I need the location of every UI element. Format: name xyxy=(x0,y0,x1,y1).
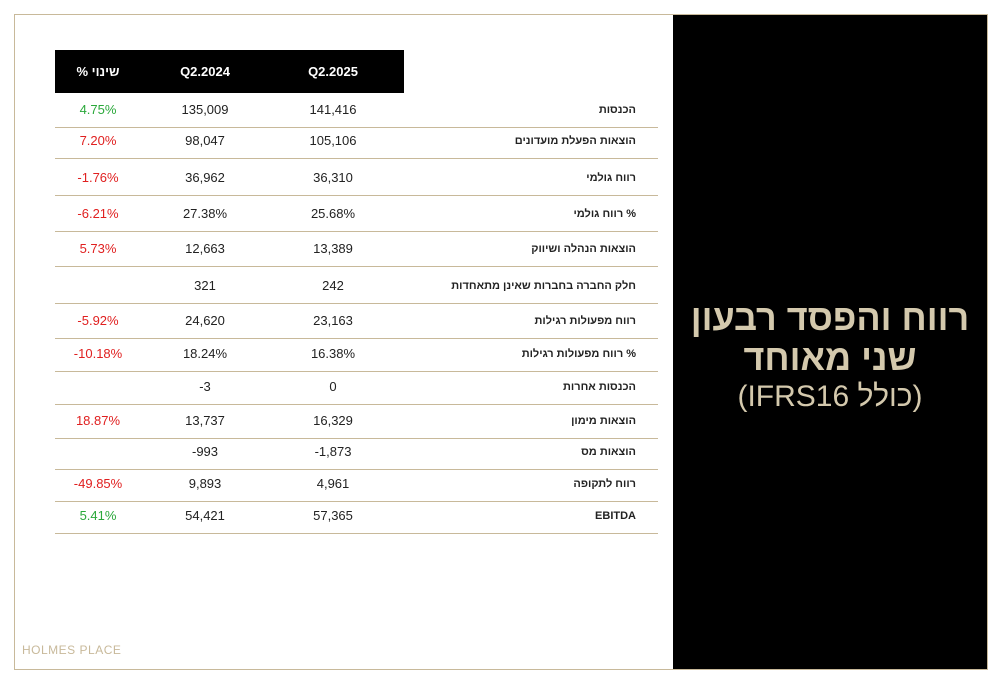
cell-prev: 27.38% xyxy=(182,206,228,221)
title-line-1: רווח והפסד רבעון xyxy=(690,297,970,338)
row-label: % רווח מפעולות רגילות xyxy=(521,348,636,360)
cell-cur: 23,163 xyxy=(313,313,353,328)
cell-change: 4.75% xyxy=(79,102,117,117)
cell-cur: 4,961 xyxy=(316,476,350,491)
cell-change: -49.85% xyxy=(73,476,123,491)
table-row xyxy=(55,93,658,128)
cell-prev: 13,737 xyxy=(185,413,225,428)
row-label: % רווח גולמי xyxy=(573,208,636,220)
cell-cur: 141,416 xyxy=(309,102,357,117)
row-label: רווח לתקופה xyxy=(573,478,636,490)
header-prev: Q2.2024 xyxy=(180,64,230,79)
table-header xyxy=(55,50,404,93)
cell-cur: -1,873 xyxy=(314,444,352,459)
cell-cur: 57,365 xyxy=(313,508,353,523)
cell-prev: 98,047 xyxy=(185,133,225,148)
table-row xyxy=(55,370,658,405)
row-label: הוצאות הנהלה ושיווק xyxy=(531,243,636,255)
cell-change: 7.20% xyxy=(79,133,117,148)
table-row xyxy=(55,404,658,439)
row-label: חלק החברה בחברות שאינן מתאחדות xyxy=(451,280,636,292)
cell-prev: 321 xyxy=(194,278,216,293)
cell-cur: 36,310 xyxy=(313,170,353,185)
row-label: הוצאות מימון xyxy=(571,415,636,427)
row-label: הכנסות אחרות xyxy=(563,381,636,393)
cell-prev: 24,620 xyxy=(185,313,225,328)
cell-prev: 36,962 xyxy=(185,170,225,185)
header-change: % שינוי xyxy=(76,64,120,79)
title-panel xyxy=(673,15,987,669)
table-row xyxy=(55,124,658,159)
cell-prev: 12,663 xyxy=(185,241,225,256)
row-label: הכנסות xyxy=(598,104,636,116)
cell-change: -5.92% xyxy=(77,313,119,328)
cell-cur: 0 xyxy=(329,379,337,394)
row-label: EBITDA xyxy=(595,510,636,522)
cell-cur: 242 xyxy=(322,278,344,293)
cell-change: -1.76% xyxy=(77,170,119,185)
header-cur: Q2.2025 xyxy=(308,64,358,79)
table-row xyxy=(55,337,658,372)
title-line-2: שני מאוחד xyxy=(743,337,917,378)
table-row xyxy=(55,467,658,502)
table-row xyxy=(55,197,658,232)
slide-title xyxy=(673,298,987,416)
row-label: הוצאות הפעלת מועדונים xyxy=(514,135,636,147)
cell-cur: 105,106 xyxy=(309,133,357,148)
cell-prev: 9,893 xyxy=(188,476,222,491)
cell-prev: -3 xyxy=(199,379,211,394)
cell-prev: 54,421 xyxy=(185,508,225,523)
row-label: הוצאות מס xyxy=(581,446,636,458)
cell-change: 5.73% xyxy=(79,241,117,256)
cell-cur: 13,389 xyxy=(313,241,353,256)
table-row xyxy=(55,499,658,534)
row-label: רווח מפעולות רגילות xyxy=(534,315,636,327)
brand-logo: HOLMES PLACE xyxy=(22,643,122,657)
cell-cur: 16.38% xyxy=(310,346,356,361)
table-row xyxy=(55,232,658,267)
table-row xyxy=(55,435,658,470)
cell-change: 18.87% xyxy=(75,413,121,428)
cell-prev: 18.24% xyxy=(182,346,228,361)
cell-cur: 16,329 xyxy=(313,413,353,428)
table-row xyxy=(55,161,658,196)
cell-change: -10.18% xyxy=(73,346,123,361)
cell-change: 5.41% xyxy=(79,508,117,523)
table-row xyxy=(55,269,658,304)
row-label: רווח גולמי xyxy=(586,172,636,184)
cell-cur: 25.68% xyxy=(310,206,356,221)
title-line-3: (כולל IFRS16) xyxy=(737,380,923,413)
cell-prev: -993 xyxy=(191,444,219,459)
cell-change: -6.21% xyxy=(77,206,119,221)
cell-prev: 135,009 xyxy=(181,102,229,117)
table-row xyxy=(55,304,658,339)
